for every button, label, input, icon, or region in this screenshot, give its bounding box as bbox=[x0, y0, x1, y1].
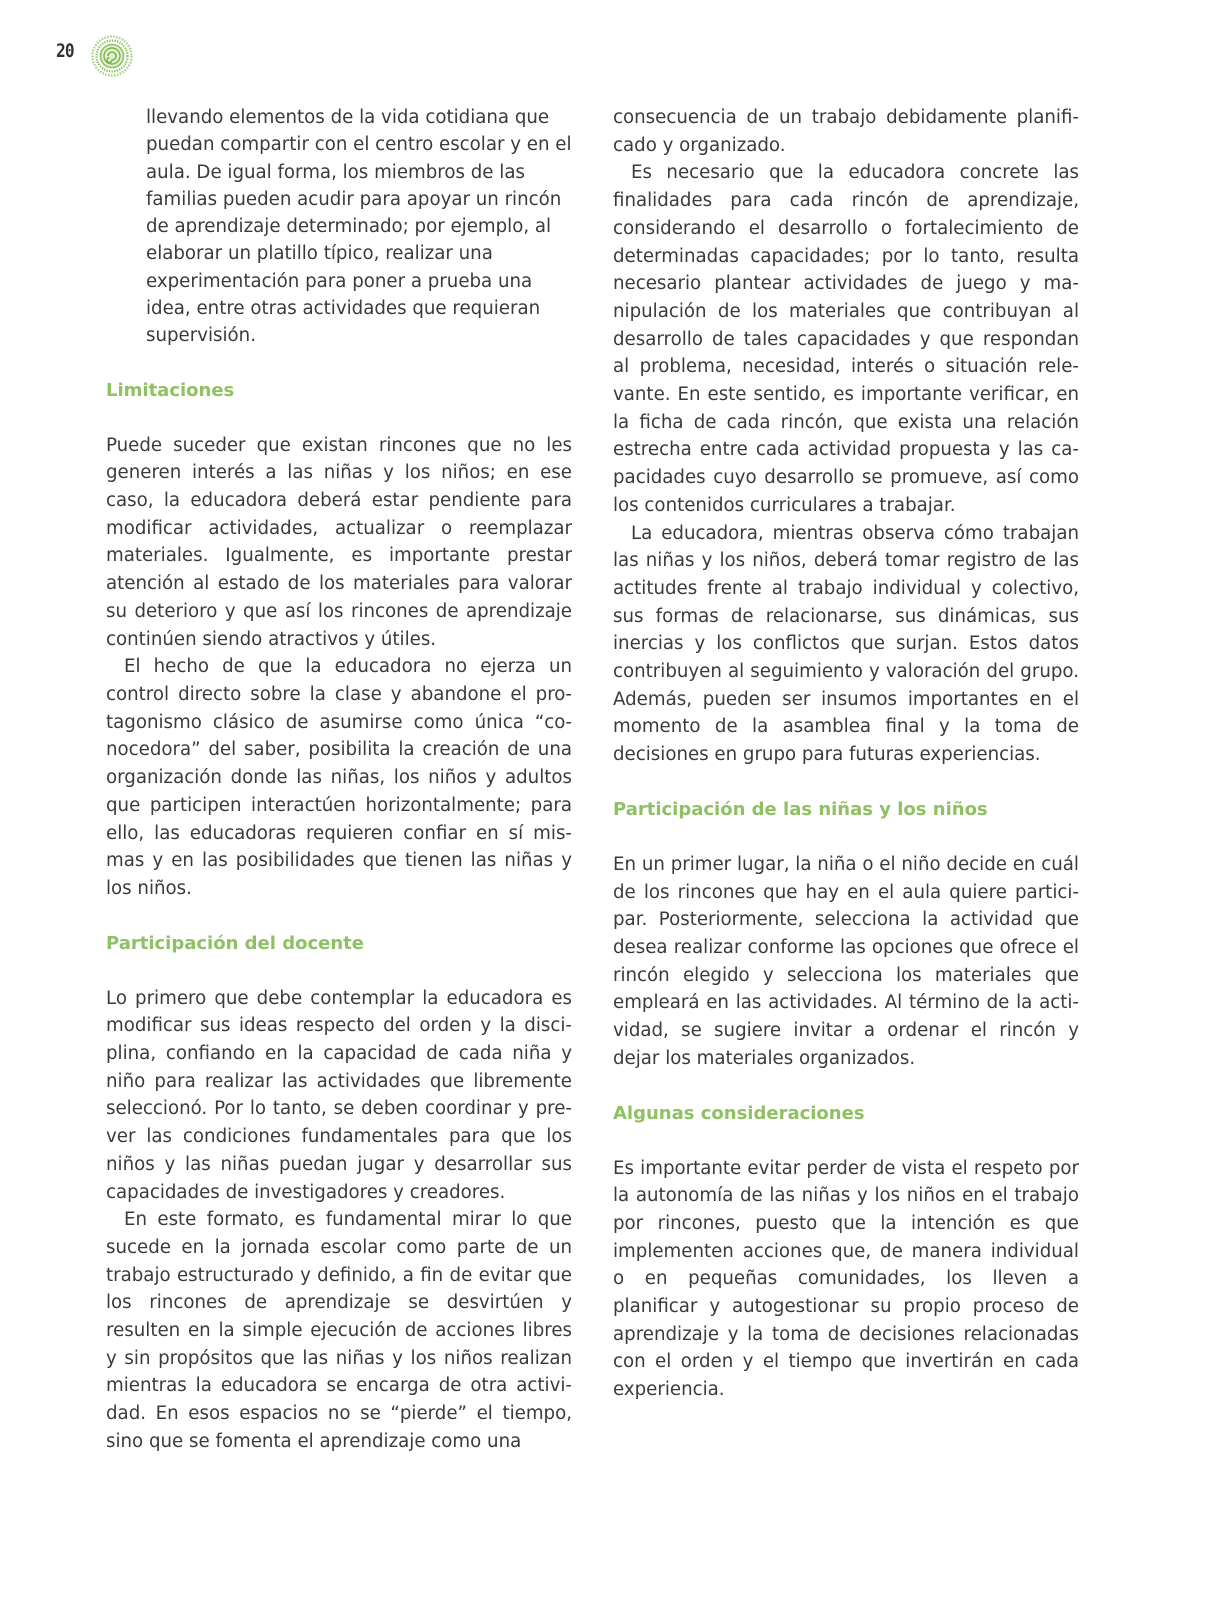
limitaciones-paragraph-2: El hecho de que la educadora no ejerza un control directo sobre la clase y abandone el protagonismo clásico de asumirse como única “conocedora” del saber, posibilita la creación de una organización donde las niñas, los niños y adultos que participen interactúen horizontalmente; para ello, las educadoras requieren confiar en sí mismas y en las posibilidades que tienen las niñas y los niños. bbox=[106, 656, 572, 899]
page-number: 20 bbox=[56, 40, 74, 62]
registro-paragraph: La educadora, mientras observa cómo trabajan las niñas y los niños, deberá tomar registro de las actitudes frente al trabajo individual y colectivo, sus formas de relacionarse, sus dinámicas, sus inercias y los conflictos que surjan. Estos datos contribuyen al seguimiento y valoración del grupo. Además, pueden ser insumos importantes en el momento de la asamblea final y la toma de decisiones en grupo para futuras experiencias. bbox=[613, 522, 1079, 766]
finalidades-paragraph: Es necesario que la educadora concrete las finalidades para cada rincón de aprendizaje, considerando el desarrollo o fortalecimiento de determinadas capacidades; por lo tanto, resulta necesario plantear actividades de juego y manipulación de los materiales que contribuyan al desarrollo de tales capacidades y que respondan al problema, necesidad, interés o situación relevante. En este sentido, es importante verificar, en la ficha de cada rincón, que exista una relación estrecha entre cada actividad propuesta y las capacidades cuyo desarrollo se promueve, así como los contenidos curriculares a trabajar. bbox=[613, 162, 1079, 516]
ninos-heading: Participación de las niñas y los niños bbox=[613, 798, 988, 820]
spiral-sun-icon bbox=[91, 35, 133, 77]
intro-paragraph: llevando elementos de la vida cotidiana que puedan compartir con el centro escolar y en el aula. De igual forma, los miembros de las familias pueden acudir para apoyar un rincón de aprendizaje determinado; por ejemplo, al elaborar un platillo típico, realizar una experimentación para poner a prueba una idea, entre otras actividades que requieran supervisión. bbox=[146, 107, 572, 347]
ninos-paragraph: En un primer lugar, la niña o el niño decide en cuál de los rincones que hay en el aula quiere participar. Posteriormente, selecciona la actividad que desea realizar conforme las opciones que ofrece el rincón elegido y selecciona los materiales que empleará en las actividades. Al término de la actividad, se sugiere invitar a ordenar el rincón y dejar los materiales organizados. bbox=[613, 853, 1079, 1069]
right-column bbox=[613, 104, 1079, 1404]
limitaciones-paragraph-1: Puede suceder que existan rincones que no les generen interés a las niñas y los niños; en ese caso, la educadora deberá estar pendiente para modificar actividades, actualizar o reemplazar materiales. Igualmente, es importante prestar atención al estado de los materiales para valorar su deterioro y que así los rincones de aprendizaje continúen siendo atractivos y útiles. bbox=[106, 434, 572, 650]
left-column bbox=[106, 104, 572, 1456]
docente-paragraph-1: Lo primero que debe contemplar la educadora es modificar sus ideas respecto del orden y la disciplina, confiando en la capacidad de cada niña y niño para realizar las actividades que libremente seleccionó. Por lo tanto, se deben coordinar y prever las condiciones fundamentales para que los niños y las niñas puedan jugar y desarrollar sus capacidades de investigadores y creadores. bbox=[106, 987, 572, 1203]
docente-heading: Participación del docente bbox=[106, 932, 364, 954]
limitaciones-heading: Limitaciones bbox=[106, 379, 235, 401]
consideraciones-heading: Algunas consideraciones bbox=[613, 1102, 865, 1124]
consideraciones-paragraph: Es importante evitar perder de vista el respeto por la autonomía de las niñas y los niños en el trabajo por rincones, puesto que la intención es que implementen acciones que, de manera individual o en pequeñas comunidades, los lleven a planificar y autogestionar su propio proceso de aprendizaje y la toma de decisiones relacionadas con el orden y el tiempo que invertirán en cada experiencia. bbox=[613, 1157, 1079, 1401]
docente-paragraph-2: En este formato, es fundamental mirar lo que sucede en la jornada escolar como parte de un trabajo estructurado y definido, a fin de evitar que los rincones de aprendizaje se desvirtúen y resulten en la simple ejecución de acciones libres y sin propósitos que las niñas y los niños realizan mientras la educadora se encarga de otra actividad. En esos espacios no se “pierde” el tiempo, sino que se fomenta el aprendizaje como una bbox=[106, 1209, 572, 1452]
continuation-paragraph: consecuencia de un trabajo debidamente planificado y organizado. bbox=[613, 107, 1079, 156]
